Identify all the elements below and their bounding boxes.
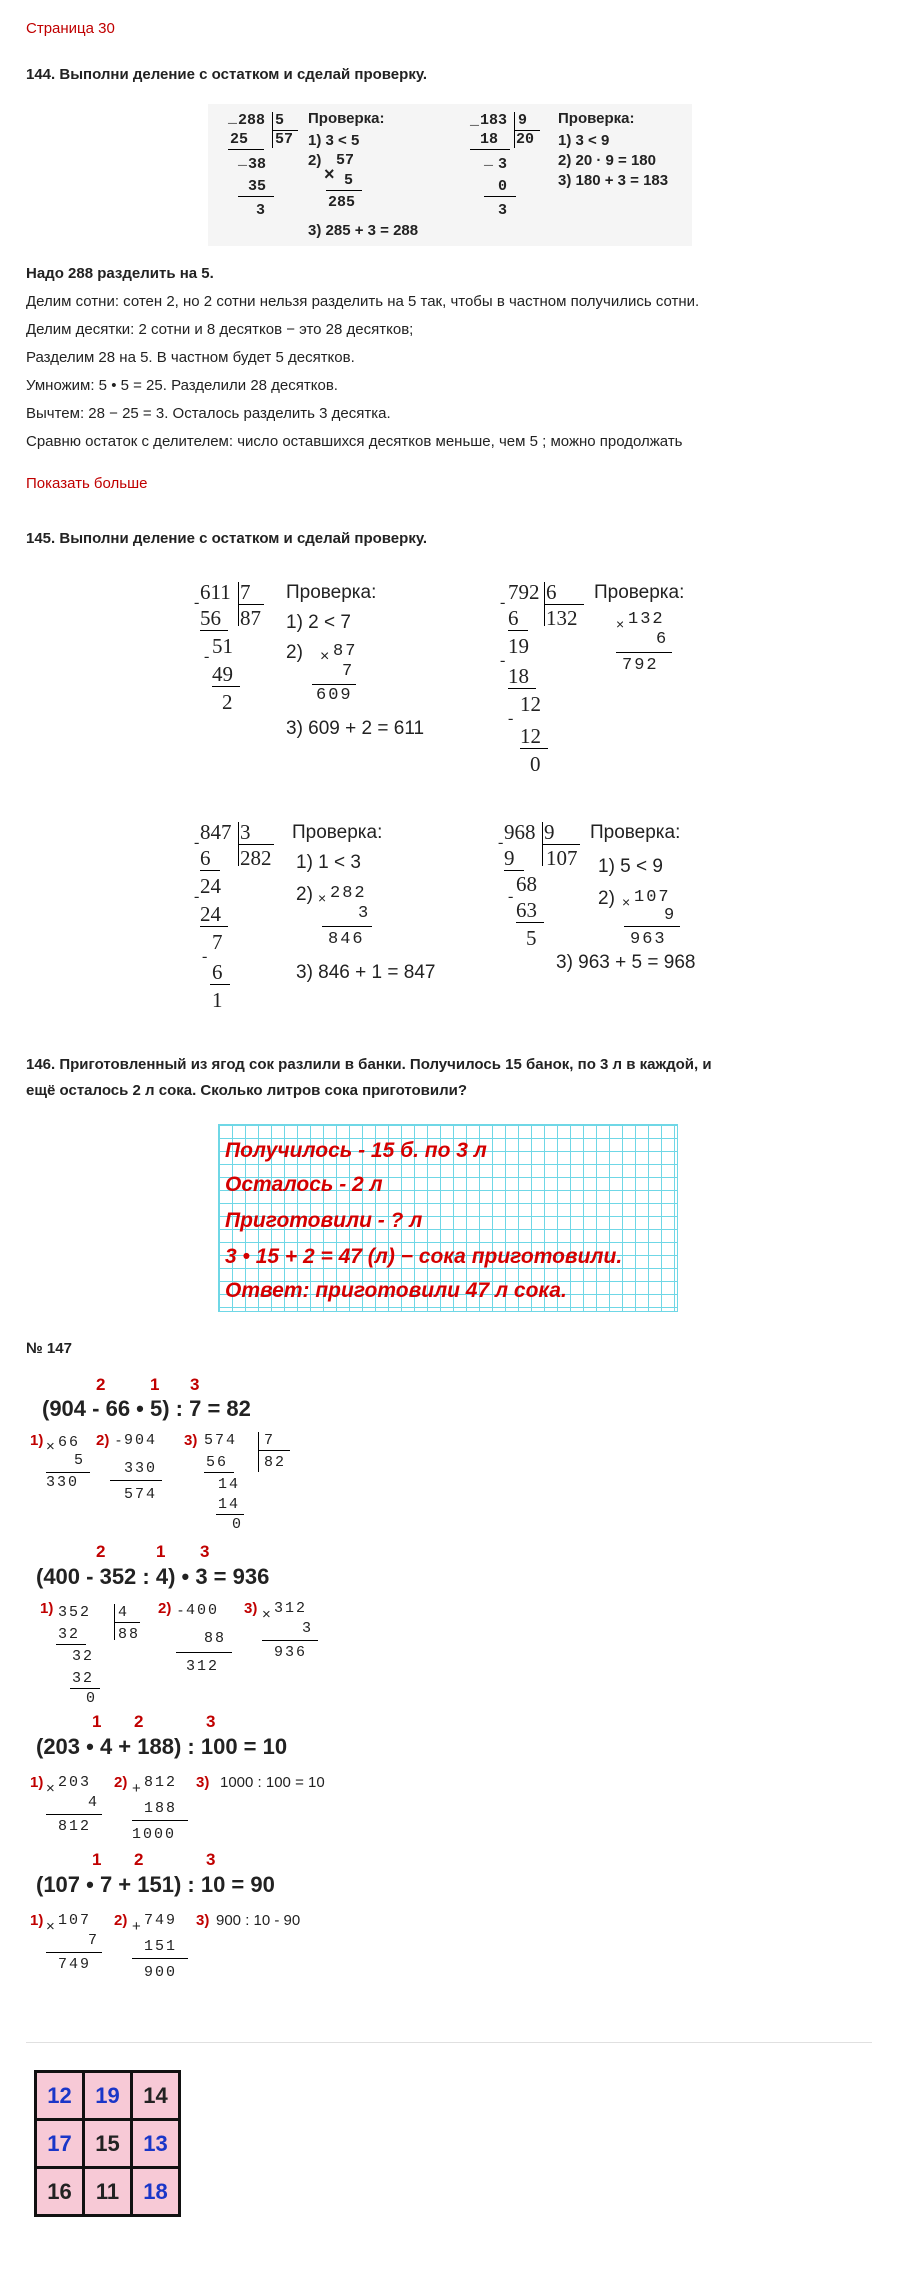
section-divider — [26, 2042, 872, 2043]
task-146-title: ещё осталось 2 л сока. Сколько литров сока приготовили? — [26, 1082, 468, 1099]
div-quotient: 57 — [275, 131, 294, 148]
div-divisor: 5 — [275, 112, 285, 129]
div-dividend: 288 — [238, 112, 266, 129]
expression: (904 - 66 • 5) : 7 = 82 — [42, 1396, 251, 1421]
magic-cell: 11 — [84, 2168, 132, 2216]
magic-cell: 18 — [132, 2168, 180, 2216]
solution-line: Вычтем: 28 − 25 = 3. Осталось разделить 3 десятка. — [26, 405, 391, 422]
magic-cell: 15 — [84, 2120, 132, 2168]
magic-cell: 17 — [36, 2120, 84, 2168]
task-144-title: 144. Выполни деление с остатком и сделай проверку. — [26, 66, 428, 83]
magic-square — [34, 2070, 181, 2217]
task-146-title: 146. Приготовленный из ягод сок разлили в банки. Получилось 15 банок, по 3 л в каждой, и — [26, 1056, 712, 1073]
solution-line: Делим сотни: сотен 2, но 2 сотни нельзя разделить на 5 так, чтобы в частном получились сотни. — [26, 293, 700, 310]
task-145-title: 145. Выполни деление с остатком и сделай проверку. — [26, 530, 428, 547]
solution-line: Надо 288 разделить на 5. — [26, 265, 214, 282]
solution-line: Разделим 28 на 5. В частном будет 5 десятков. — [26, 349, 355, 366]
show-more-link[interactable]: Показать больше — [26, 475, 148, 492]
expression: (107 • 7 + 151) : 10 = 90 — [36, 1872, 275, 1897]
magic-cell: 12 — [36, 2072, 84, 2120]
solution-line: Умножим: 5 • 5 = 25. Разделили 28 десятков. — [26, 377, 338, 394]
solution-line: Делим десятки: 2 сотни и 8 десятков − это 28 десятков; — [26, 321, 414, 338]
magic-cell: 14 — [132, 2072, 180, 2120]
task-146-solution-grid: Получилось - 15 б. по 3 л Осталось - 2 л Приготовили - ? л 3 • 15 + 2 = 47 (л) − сока приготовили. Ответ: приготовили 47 л сока. — [218, 1124, 678, 1312]
task-147-title: № 147 — [26, 1340, 72, 1357]
solution-line: Сравню остаток с делителем: число оставшихся десятков меньше, чем 5 ; можно продолжать — [26, 433, 683, 450]
expression: (203 • 4 + 188) : 100 = 10 — [36, 1734, 288, 1759]
expression: (400 - 352 : 4) • 3 = 936 — [36, 1564, 270, 1589]
magic-cell: 13 — [132, 2120, 180, 2168]
magic-cell: 19 — [84, 2072, 132, 2120]
magic-cell: 16 — [36, 2168, 84, 2216]
task-144-image: _ 288 5 57 25 _ 38 35 3 Проверка: 1) 3 < 5 2) × 57 5 285 3) 285 + 3 = 288 _ 183 9 20 18 _ 3 0 3 Проверка: 1) 3 < 9 2) 20 · 9 = 180 3) 180 + 3 = 183 — [208, 104, 692, 246]
page-link[interactable]: Страница 30 — [26, 20, 115, 37]
